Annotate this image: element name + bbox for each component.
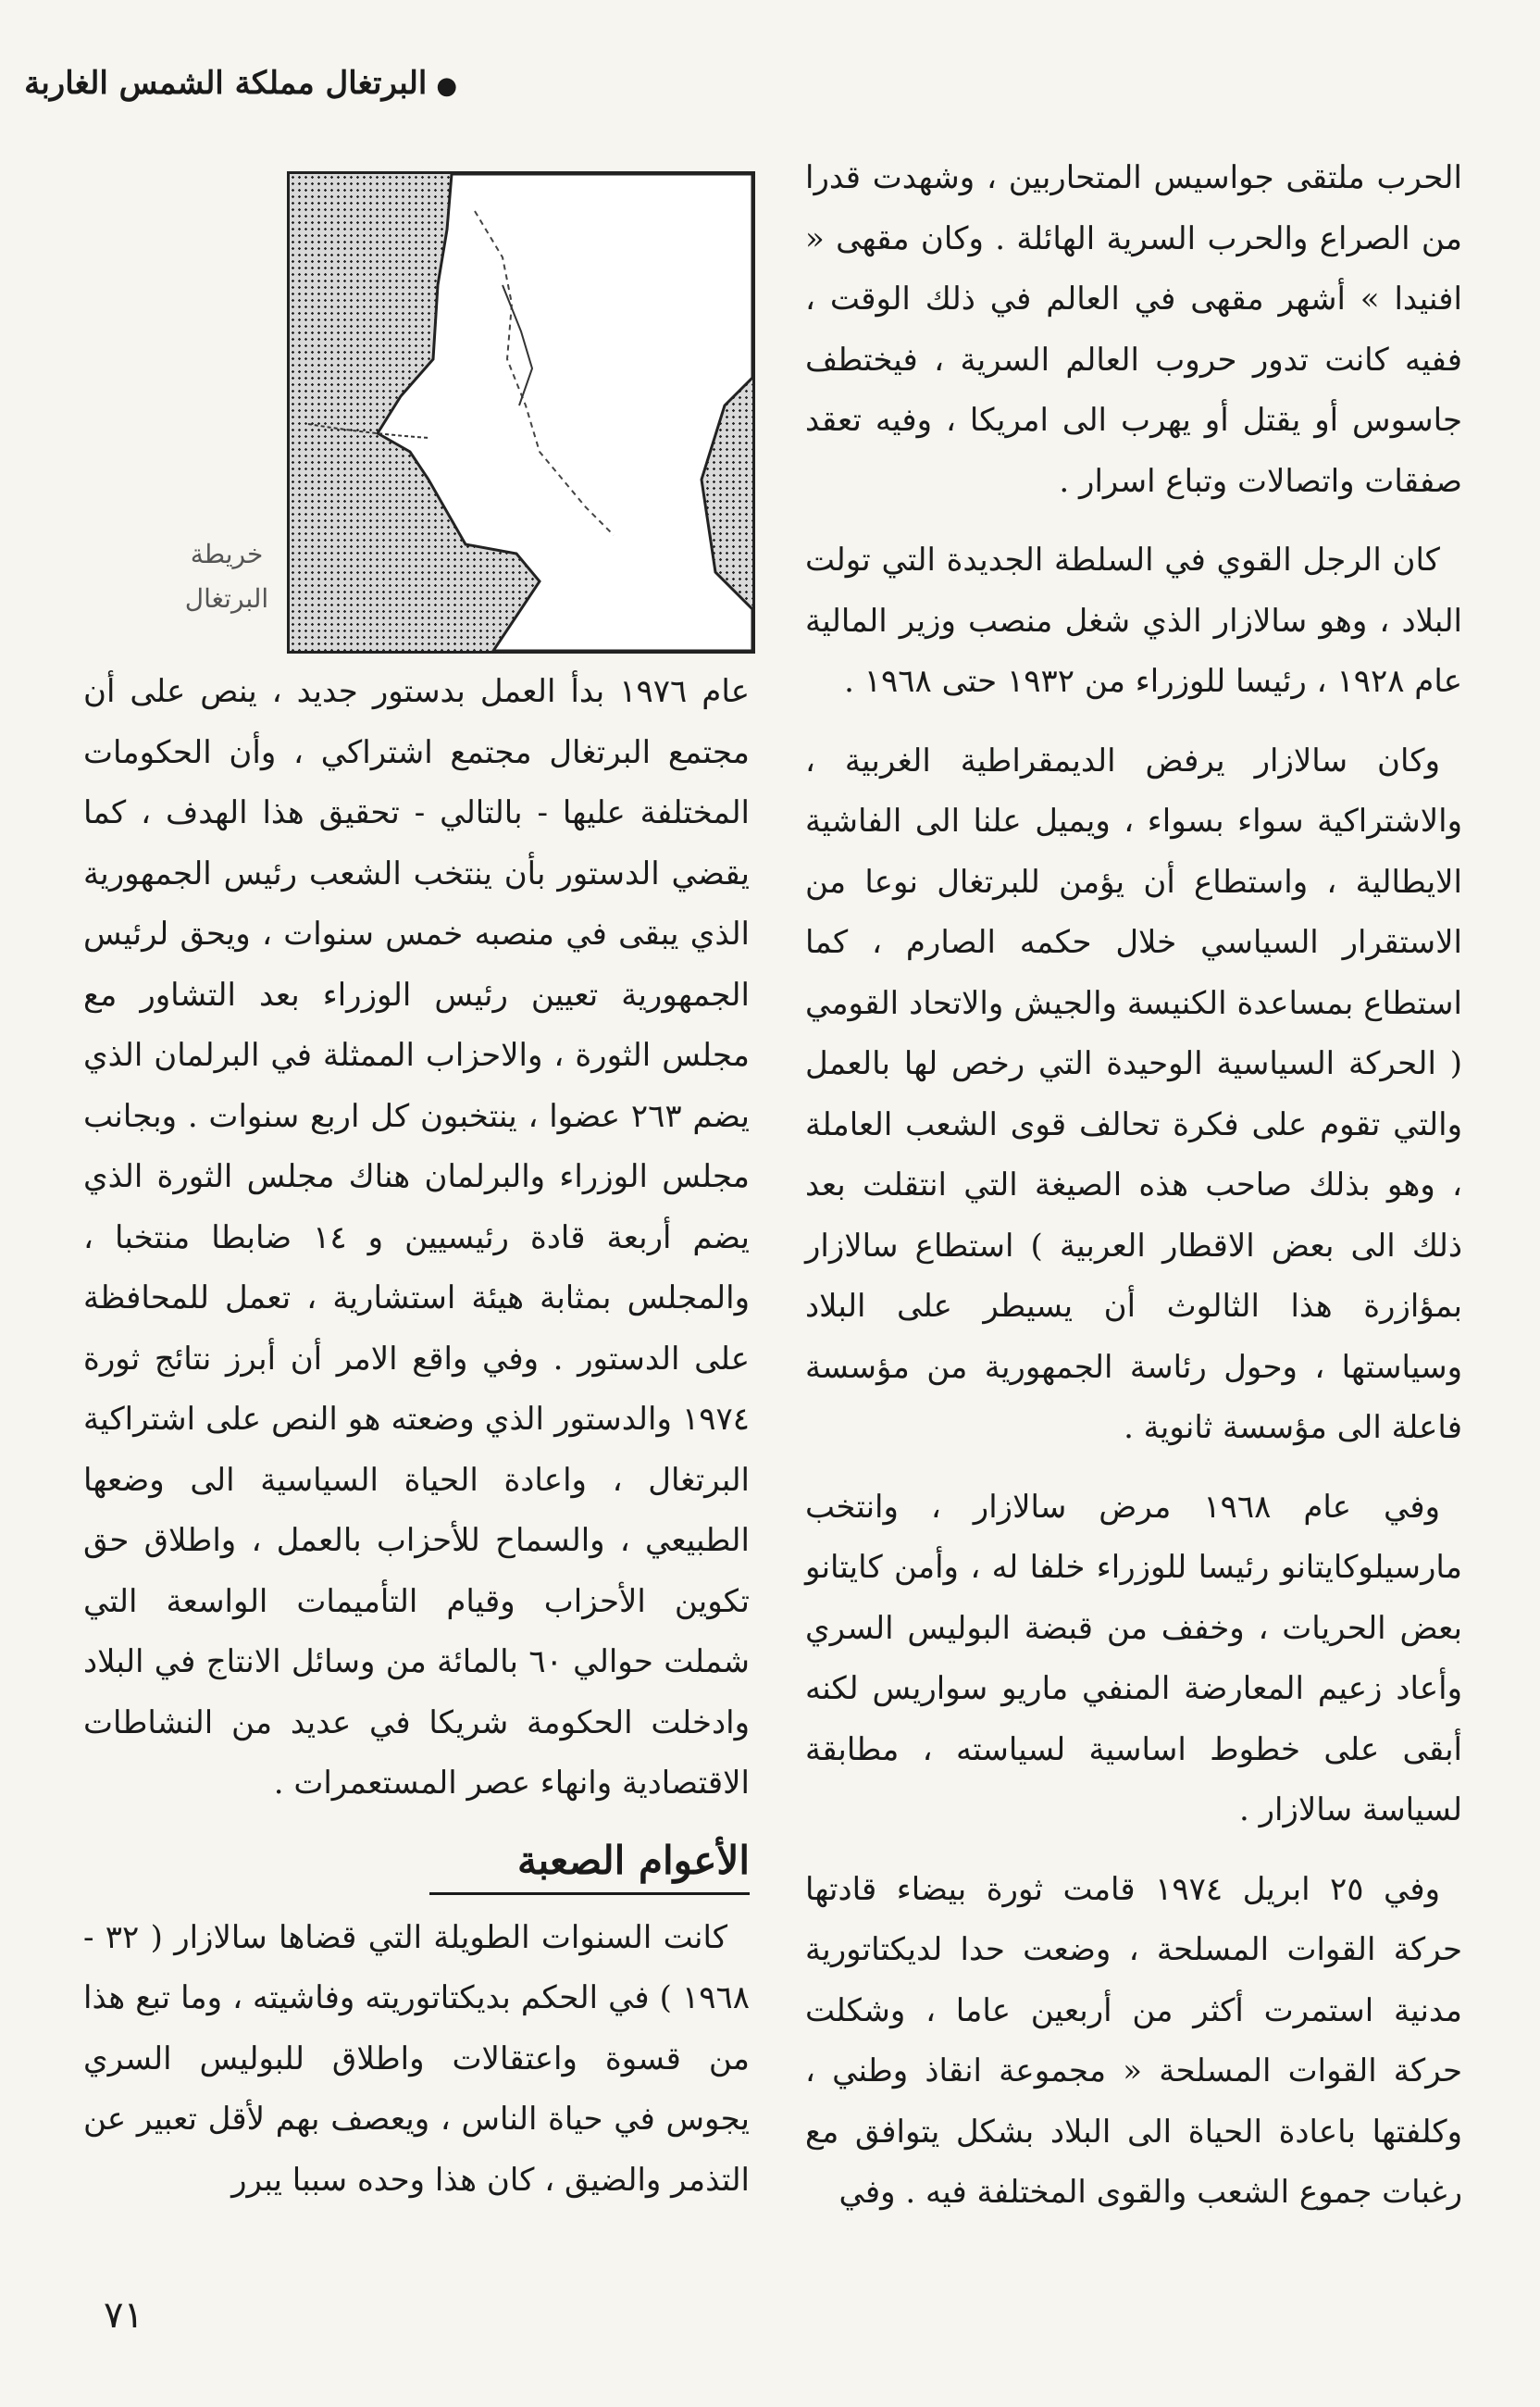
map-caption (176, 532, 278, 621)
portugal-map (287, 171, 755, 654)
left-column (83, 662, 750, 2229)
paragraph: وفي ٢٥ ابريل ١٩٧٤ قامت ثورة بيضاء قادتها حركة القوات المسلحة ، وضعت حدا لديكتاتورية مدنية استمرت أكثر من أربعين عاما ، وشكلت حركة القوات المسلحة « مجموعة انقاذ وطني ، وكلفتها باعادة الحياة الى البلاد بشكل يتوافق مع رغبات جموع الشعب والقوى المختلفة فيه . وفي (805, 1870, 1462, 2211)
section-heading: الأعوام الصعبة (429, 1833, 750, 1895)
paragraph: الحرب ملتقى جواسيس المتحاربين ، وشهدت قدرا من الصراع والحرب السرية الهائلة . وكان مقهى « افنيدا » أشهر مقهى في العالم في ذلك الوقت ، ففيه كانت تدور حروب العالم السرية ، فيختطف جاسوس أو يقتل أو يهرب الى امريكا ، وفيه تعقد صفقات واتصالات وتباع اسرار . (805, 159, 1462, 500)
right-column (805, 148, 1462, 2242)
map-caption-line-2: البرتغال (184, 583, 269, 614)
paragraph: كان الرجل القوي في السلطة الجديدة التي تولت البلاد ، وهو سالازار الذي شغل منصب وزير المالية عام ١٩٢٨ ، رئيسا للوزراء من ١٩٣٢ حتى ١٩٦٨ . (805, 542, 1462, 700)
running-header (24, 65, 457, 102)
map-caption-line-1: خريطة (190, 539, 264, 569)
page-number: ٧١ (104, 2294, 143, 2337)
paragraph: وكان سالازار يرفض الديمقراطية الغربية ، والاشتراكية سواء بسواء ، ويميل علنا الى الفاشية الايطالية ، واستطاع أن يؤمن للبرتغال نوعا من الاستقرار السياسي خلال حكمه الصارم ، كما استطاع بمساعدة الكنيسة والجيش والاتحاد القومي ( الحركة السياسية الوحيدة التي رخص لها بالعمل والتي تقوم على فكرة تحالف قوى الشعب العاملة ، وهو بذلك صاحب هذه الصيغة التي انتقلت بعد ذلك الى بعض الاقطار العربية ) استطاع سالازار بمؤازرة هذا الثالوث أن يسيطر على البلاد وسياستها ، وحول رئاسة الجمهورية من مؤسسة فاعلة الى مؤسسة ثانوية . (805, 742, 1462, 1446)
bullet-icon: ● (436, 72, 457, 100)
paragraph: كانت السنوات الطويلة التي قضاها سالازار ( ٣٢ - ١٩٦٨ ) في الحكم بديكتاتوريته وفاشيته ، وما تبع هذا من قسوة واعتقالات واطلاق للبوليس السري يجوس في حياة الناس ، ويعصف بهم لأقل تعبير عن التذمر والضيق ، كان هذا وحده سببا يبرر (83, 1918, 750, 2199)
paragraph: عام ١٩٧٦ بدأ العمل بدستور جديد ، ينص على أن مجتمع البرتغال مجتمع اشتراكي ، وأن الحكومات المختلفة عليها - بالتالي - تحقيق هذا الهدف ، كما يقضي الدستور بأن ينتخب الشعب رئيس الجمهورية الذي يبقى في منصبه خمس سنوات ، ويحق لرئيس الجمهورية تعيين رئيس الوزراء بعد التشاور مع مجلس الثورة ، والاحزاب الممثلة في البرلمان الذي يضم ٢٦٣ عضوا ، ينتخبون كل اربع سنوات . وبجانب مجلس الوزراء والبرلمان هناك مجلس الثورة الذي يضم أربعة قادة رئيسيين و ١٤ ضابطا منتخبا ، والمجلس بمثابة هيئة استشارية ، تعمل للمحافظة على الدستور . وفي واقع الامر أن أبرز نتائج ثورة ١٩٧٤ والدستور الذي وضعته هو النص على اشتراكية البرتغال ، واعادة الحياة السياسية الى وضعها الطبيعي ، والسماح للأحزاب بالعمل ، واطلاق حق تكوين الأحزاب وقيام التأميمات الواسعة التي شملت حوالي ٦٠ بالمائة من وسائل الانتاج في البلاد وادخلت الحكومة شريكا في عديد من النشاطات الاقتصادية وانهاء عصر المستعمرات . (83, 673, 751, 1802)
portugal-map-drawing (290, 174, 752, 651)
paragraph: وفي عام ١٩٦٨ مرض سالازار ، وانتخب مارسيلوكايتانو رئيسا للوزراء خلفا له ، وأمن كايتانو بعض الحريات ، وخفف من قبضة البوليس السري وأعاد زعيم المعارضة المنفي ماريو سواريس لكنه أبقى على خطوط اساسية لسياسته ، مطابقة لسياسة سالازار . (805, 1488, 1462, 1828)
running-title: البرتغال مملكة الشمس الغاربة (24, 65, 428, 102)
